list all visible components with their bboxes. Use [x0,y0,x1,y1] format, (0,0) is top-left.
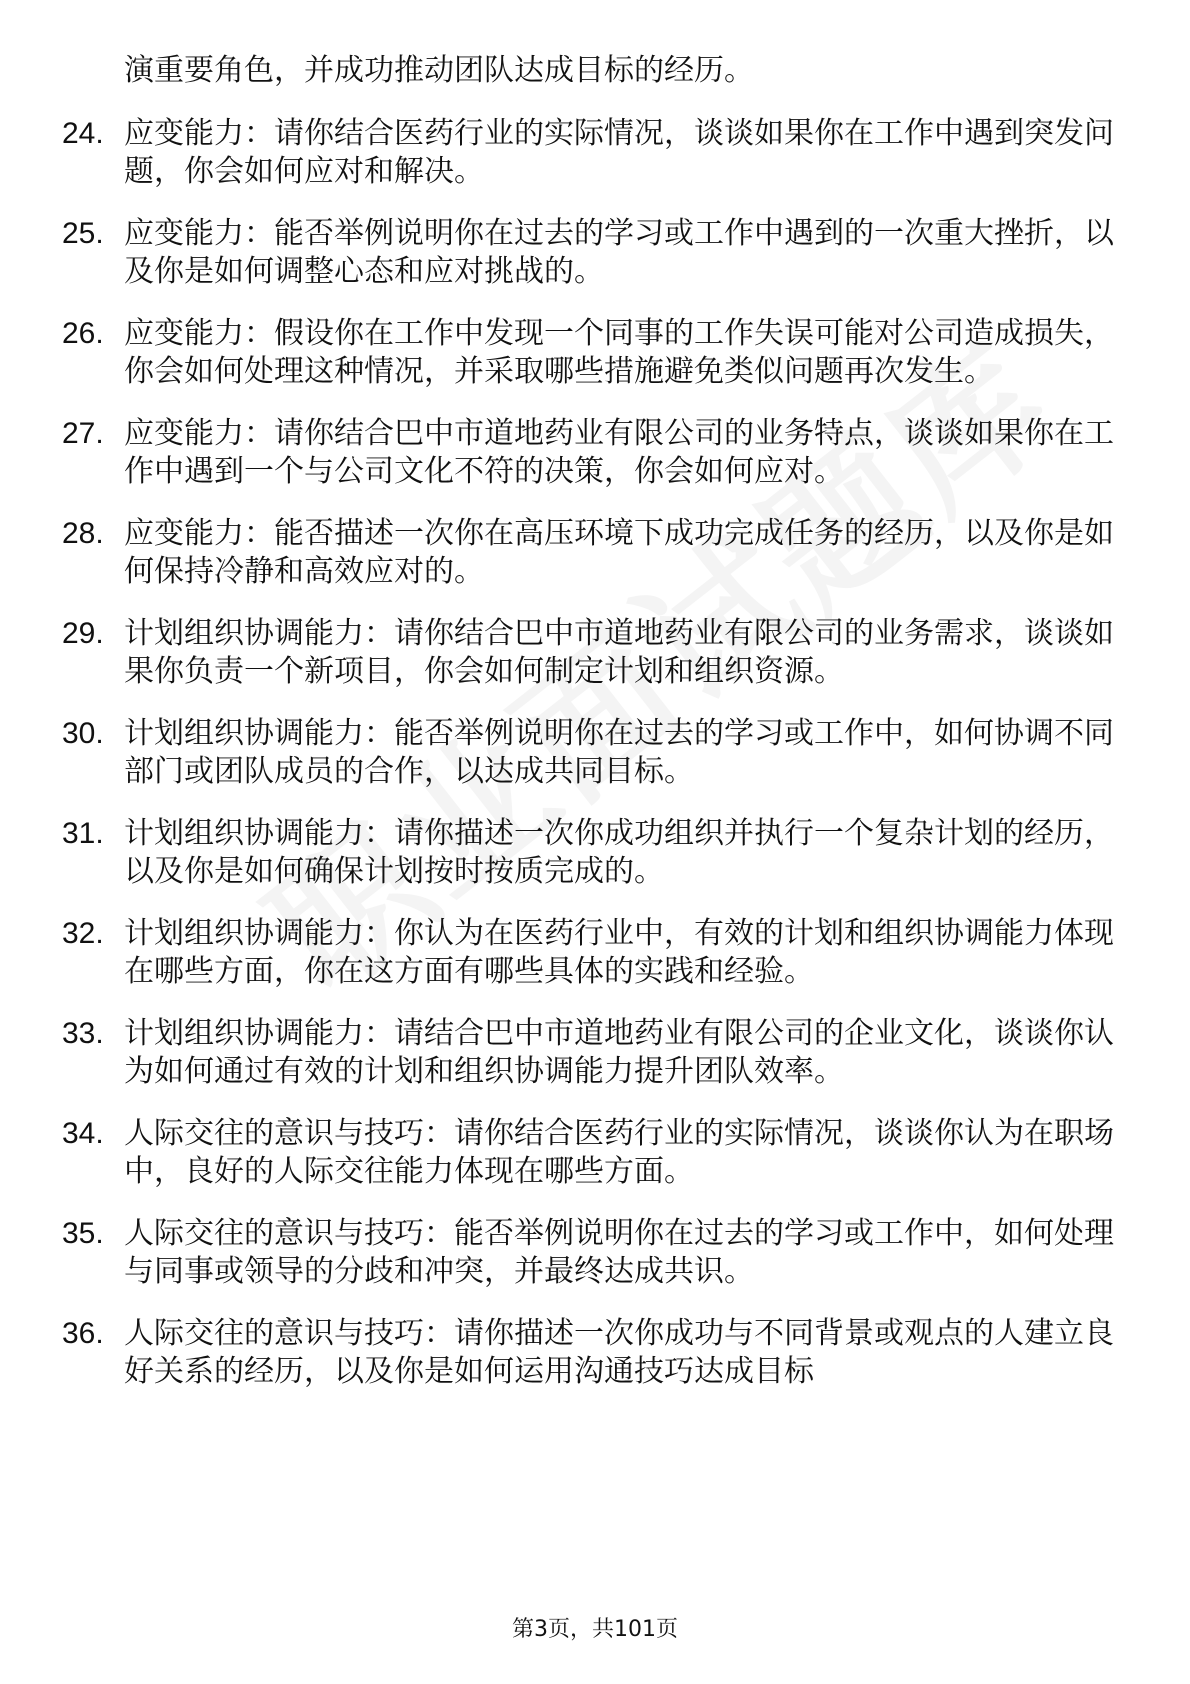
item-number: 30. [62,717,104,750]
item-number: 25. [62,217,104,250]
item-text: 应变能力：请你结合巴中市道地药业有限公司的业务特点，谈谈如果你在工作中遇到一个与公司文化不符的决策，你会如何应对。 [124,416,1114,489]
question-list [62,52,1122,1415]
item-number: 35. [62,1217,104,1250]
item-number: 28. [62,517,104,550]
item-text: 计划组织协调能力：请结合巴中市道地药业有限公司的企业文化，谈谈你认为如何通过有效的计划和组织协调能力提升团队效率。 [124,1016,1114,1089]
list-item [62,1315,1122,1391]
continuation-text: 演重要角色，并成功推动团队达成目标的经历。 [124,53,754,88]
item-text: 计划组织协调能力：能否举例说明你在过去的学习或工作中，如何协调不同部门或团队成员的合作，以达成共同目标。 [124,716,1114,789]
item-number: 34. [62,1117,104,1150]
item-text: 计划组织协调能力：请你描述一次你成功组织并执行一个复杂计划的经历，以及你是如何确保计划按时按质完成的。 [124,816,1114,889]
list-item [62,715,1122,791]
item-text: 计划组织协调能力：请你结合巴中市道地药业有限公司的业务需求，谈谈如果你负责一个新项目，你会如何制定计划和组织资源。 [124,616,1114,689]
item-text: 人际交往的意识与技巧：能否举例说明你在过去的学习或工作中，如何处理与同事或领导的分歧和冲突，并最终达成共识。 [124,1216,1114,1289]
page-footer: 第3页，共101页 [512,1617,678,1642]
list-item [62,315,1122,391]
list-item [62,815,1122,891]
list-item [62,415,1122,491]
list-item [62,615,1122,691]
item-text: 应变能力：假设你在工作中发现一个同事的工作失误可能对公司造成损失，你会如何处理这种情况，并采取哪些措施避免类似问题再次发生。 [124,316,1114,389]
item-number: 27. [62,417,104,450]
list-item [62,515,1122,591]
list-item [62,1115,1122,1191]
list-item [62,915,1122,991]
list-item [62,1015,1122,1091]
item-number: 36. [62,1317,104,1350]
item-number: 29. [62,617,104,650]
item-number: 26. [62,317,104,350]
item-number: 31. [62,817,104,850]
list-item [62,115,1122,191]
item-text: 应变能力：能否描述一次你在高压环境下成功完成任务的经历，以及你是如何保持冷静和高效应对的。 [124,516,1114,589]
list-item [62,215,1122,291]
item-number: 32. [62,917,104,950]
list-item [62,1215,1122,1291]
item-number: 24. [62,117,104,150]
item-text: 人际交往的意识与技巧：请你结合医药行业的实际情况，谈谈你认为在职场中，良好的人际交往能力体现在哪些方面。 [124,1116,1114,1189]
item-text: 应变能力：请你结合医药行业的实际情况，谈谈如果你在工作中遇到突发问题，你会如何应对和解决。 [124,116,1114,189]
item-text: 计划组织协调能力：你认为在医药行业中，有效的计划和组织协调能力体现在哪些方面，你在这方面有哪些具体的实践和经验。 [124,916,1114,989]
item-number: 33. [62,1017,104,1050]
item-text: 人际交往的意识与技巧：请你描述一次你成功与不同背景或观点的人建立良好关系的经历，以及你是如何运用沟通技巧达成目标 [124,1316,1114,1389]
item-text: 应变能力：能否举例说明你在过去的学习或工作中遇到的一次重大挫折，以及你是如何调整心态和应对挑战的。 [124,216,1114,289]
